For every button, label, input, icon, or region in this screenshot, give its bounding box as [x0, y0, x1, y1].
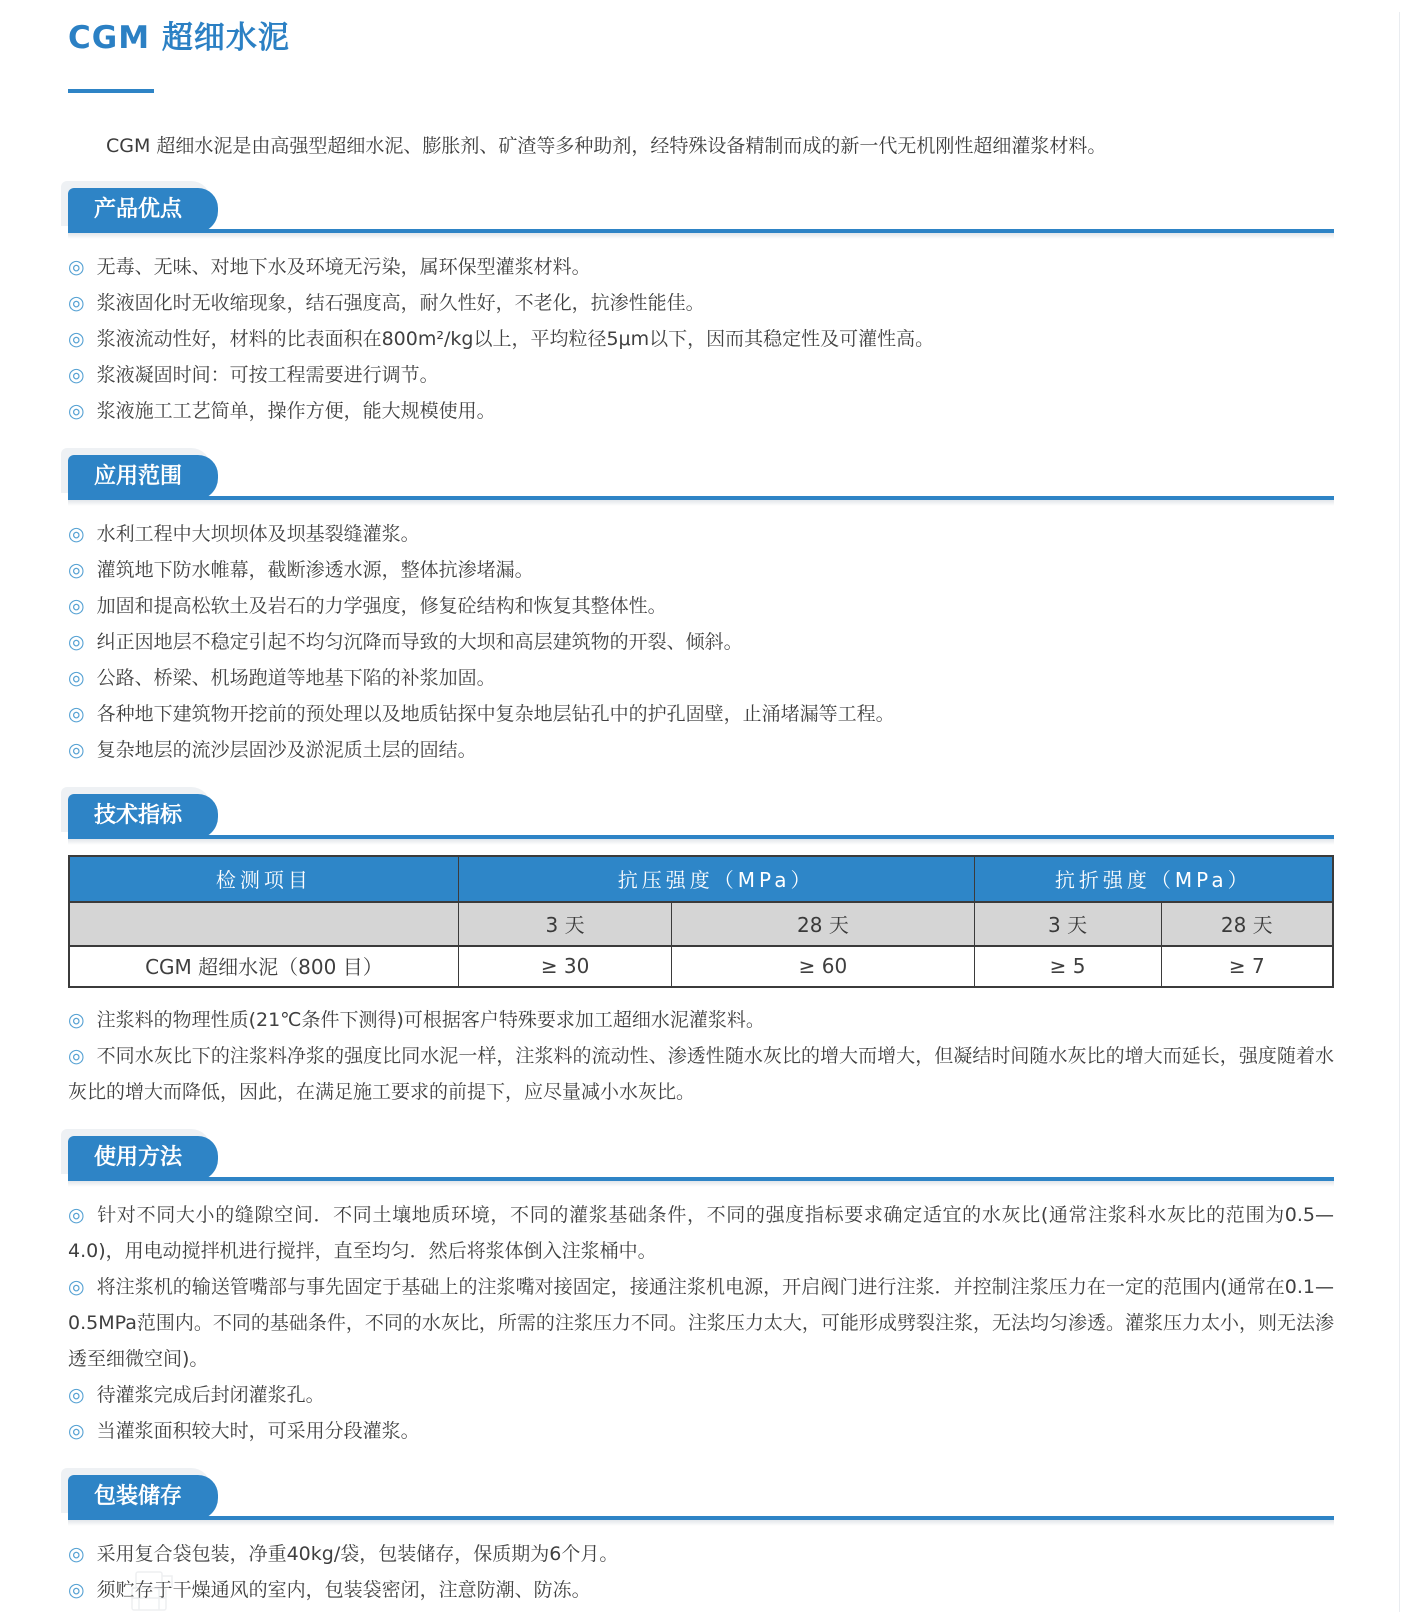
- list-item: [68, 1413, 1334, 1449]
- list-item: [68, 1002, 1334, 1038]
- empty-cell: [69, 902, 458, 946]
- table-row: [69, 946, 1333, 987]
- intro-paragraph: CGM 超细水泥是由高强型超细水泥、膨胀剂、矿渣等多种助剂，经特殊设备精制而成的新一代无机刚性超细灌浆材料。: [106, 135, 1107, 157]
- bullseye-bullet-icon: ◎: [68, 328, 85, 350]
- list-item: [68, 1377, 1334, 1413]
- list-item-text: 浆液凝固时间：可按工程需要进行调节。: [96, 364, 439, 386]
- section-rule-shadow: [68, 1520, 1334, 1526]
- list-item-text: 待灌浆完成后封闭灌浆孔。: [96, 1384, 325, 1406]
- document-page: [0, 12, 1406, 1608]
- value-cell: ≥ 7: [1161, 946, 1333, 987]
- section-rule-shadow: [68, 500, 1334, 506]
- bullseye-bullet-icon: ◎: [68, 1009, 85, 1031]
- section-title: 包装储存: [94, 1484, 183, 1509]
- section-tab: [68, 1136, 218, 1181]
- page-title: CGM 超细水泥: [68, 20, 290, 56]
- bullet-list: [68, 249, 1334, 429]
- section-title: 应用范围: [94, 464, 183, 489]
- list-item: [68, 249, 1334, 285]
- list-item-text: 纠正因地层不稳定引起不均匀沉降而导致的大坝和高层建筑物的开裂、倾斜。: [96, 631, 743, 653]
- list-item-text: 注浆料的物理性质(21℃条件下测得)可根据客户特殊要求加工超细水泥灌浆料。: [96, 1009, 765, 1031]
- list-item-text: 将注浆机的输送管嘴部与事先固定于基础上的注浆嘴对接固定，接通注浆机电源，开启阀门进行注浆．并控制注浆压力在一定的范围内(通常在0.1—0.5MPa范围内。不同的基础条件，不同的水灰比，所需的注浆压力不同。注浆压力太大，可能形成劈裂注浆，无法均匀渗透。灌浆压力太小，则无法渗透至细微空间)。: [68, 1276, 1334, 1370]
- section-tab: [68, 188, 218, 233]
- watermark-machine-outline: [108, 1568, 198, 1612]
- list-item-text: 浆液施工工艺简单，操作方便，能大规模使用。: [96, 400, 496, 422]
- bullseye-bullet-icon: ◎: [68, 1579, 85, 1601]
- list-item-text: 无毒、无味、对地下水及环境无污染，属环保型灌浆材料。: [96, 256, 591, 278]
- section-tab: [68, 1475, 218, 1520]
- list-item: [68, 588, 1334, 624]
- col-header-compressive: 抗压强度（MPa）: [458, 856, 974, 902]
- list-item-text: 针对不同大小的缝隙空间．不同土壤地质环境，不同的灌浆基础条件，不同的强度指标要求确定适宜的水灰比(通常注浆科水灰比的范围为0.5—4.0)，用电动搅拌机进行搅拌，直至均匀．然后将浆体倒入注浆桶中。: [68, 1204, 1334, 1262]
- bullseye-bullet-icon: ◎: [68, 667, 85, 689]
- product-name-cell: CGM 超细水泥（800 目）: [69, 946, 458, 987]
- list-item-text: 水利工程中大坝坝体及坝基裂缝灌浆。: [96, 523, 420, 545]
- col-header-item: 检测项目: [69, 856, 458, 902]
- bullseye-bullet-icon: ◎: [68, 1543, 85, 1565]
- bullseye-bullet-icon: ◎: [68, 292, 85, 314]
- list-item-text: 采用复合袋包装，净重40kg/袋，包装储存，保质期为6个月。: [96, 1543, 619, 1565]
- section-title: 产品优点: [94, 197, 183, 222]
- list-item: [68, 624, 1334, 660]
- section-tab: [68, 794, 218, 839]
- section-tab: [68, 455, 218, 500]
- bullseye-bullet-icon: ◎: [68, 595, 85, 617]
- list-item: [68, 1572, 1334, 1608]
- age-label: 3 天: [974, 902, 1161, 946]
- list-item: [68, 552, 1334, 588]
- section-product-advantages: [68, 188, 1334, 429]
- section-header: [68, 1136, 1334, 1187]
- age-label: 3 天: [458, 902, 672, 946]
- list-item-text: 不同水灰比下的注浆料净浆的强度比同水泥一样，注浆料的流动性、渗透性随水灰比的增大而增大，但凝结时间随水灰比的增大而延长，强度随着水灰比的增大而降低，因此，在满足施工要求的前提下，应尽量减小水灰比。: [68, 1045, 1334, 1103]
- bullet-list: [68, 516, 1334, 768]
- section-technical-specs: [68, 794, 1334, 1110]
- value-cell: ≥ 60: [672, 946, 974, 987]
- section-title: 技术指标: [94, 803, 183, 828]
- list-item-text: 各种地下建筑物开挖前的预处理以及地质钻探中复杂地层钻孔中的护孔固壁，止涌堵漏等工程。: [96, 703, 895, 725]
- spec-table-subheader-row: [69, 902, 1333, 946]
- section-rule-shadow: [68, 233, 1334, 239]
- age-label: 28 天: [672, 902, 974, 946]
- list-item: [68, 1536, 1334, 1572]
- section-header: [68, 455, 1334, 506]
- list-item-text: 复杂地层的流沙层固沙及淤泥质土层的固结。: [96, 739, 477, 761]
- list-item: [68, 660, 1334, 696]
- section-rule: [68, 1516, 1334, 1520]
- list-item: [68, 321, 1334, 357]
- section-header: [68, 794, 1334, 845]
- section-rule: [68, 835, 1334, 839]
- section-header: [68, 188, 1334, 239]
- list-item-text: 当灌浆面积较大时，可采用分段灌浆。: [96, 1420, 420, 1442]
- section-title: 使用方法: [94, 1145, 183, 1170]
- section-application-scope: [68, 455, 1334, 768]
- list-item-text: 浆液流动性好，材料的比表面积在800m²/kg以上，平均粒径5μm以下，因而其稳定性及可灌性高。: [96, 328, 935, 350]
- list-item-text: 灌筑地下防水帷幕，截断渗透水源，整体抗渗堵漏。: [96, 559, 534, 581]
- section-rule: [68, 496, 1334, 500]
- value-cell: ≥ 5: [974, 946, 1161, 987]
- value-cell: ≥ 30: [458, 946, 672, 987]
- section-rule-shadow: [68, 1181, 1334, 1187]
- page-edge-line: [1399, 12, 1400, 1612]
- list-item: [68, 1197, 1334, 1269]
- section-rule: [68, 229, 1334, 233]
- bullseye-bullet-icon: ◎: [68, 1276, 85, 1298]
- spec-table-header-row: [69, 856, 1333, 902]
- list-item-text: 公路、桥梁、机场跑道等地基下陷的补浆加固。: [96, 667, 496, 689]
- list-item: [68, 1269, 1334, 1377]
- title-underline: [68, 89, 154, 93]
- bullseye-bullet-icon: ◎: [68, 400, 85, 422]
- list-item: [68, 393, 1334, 429]
- bullseye-bullet-icon: ◎: [68, 1204, 86, 1226]
- bullseye-bullet-icon: ◎: [68, 256, 85, 278]
- section-rule: [68, 1177, 1334, 1181]
- bullet-list: [68, 1536, 1334, 1608]
- list-item-text: 加固和提高松软土及岩石的力学强度，修复砼结构和恢复其整体性。: [96, 595, 667, 617]
- section-packaging-storage: [68, 1475, 1334, 1608]
- list-item: [68, 732, 1334, 768]
- section-usage-method: [68, 1136, 1334, 1449]
- bullseye-bullet-icon: ◎: [68, 559, 85, 581]
- bullseye-bullet-icon: ◎: [68, 1420, 85, 1442]
- section-rule-shadow: [68, 839, 1334, 845]
- age-label: 28 天: [1161, 902, 1333, 946]
- bullseye-bullet-icon: ◎: [68, 1045, 85, 1067]
- list-item: [68, 696, 1334, 732]
- list-item: [68, 516, 1334, 552]
- list-item: [68, 357, 1334, 393]
- list-item: [68, 285, 1334, 321]
- bullseye-bullet-icon: ◎: [68, 739, 85, 761]
- bullseye-bullet-icon: ◎: [68, 631, 85, 653]
- bullseye-bullet-icon: ◎: [68, 1384, 85, 1406]
- bullseye-bullet-icon: ◎: [68, 364, 85, 386]
- section-header: [68, 1475, 1334, 1526]
- bullseye-bullet-icon: ◎: [68, 703, 85, 725]
- col-header-flexural: 抗折强度（MPa）: [974, 856, 1333, 902]
- bullseye-bullet-icon: ◎: [68, 523, 85, 545]
- bullet-list: [68, 1197, 1334, 1449]
- spec-table: [68, 855, 1334, 988]
- spec-notes: [68, 1002, 1334, 1110]
- list-item-text: 须贮存于干燥通风的室内，包装袋密闭，注意防潮、防冻。: [96, 1579, 591, 1601]
- list-item: [68, 1038, 1334, 1110]
- list-item-text: 浆液固化时无收缩现象，结石强度高，耐久性好，不老化，抗渗性能佳。: [96, 292, 705, 314]
